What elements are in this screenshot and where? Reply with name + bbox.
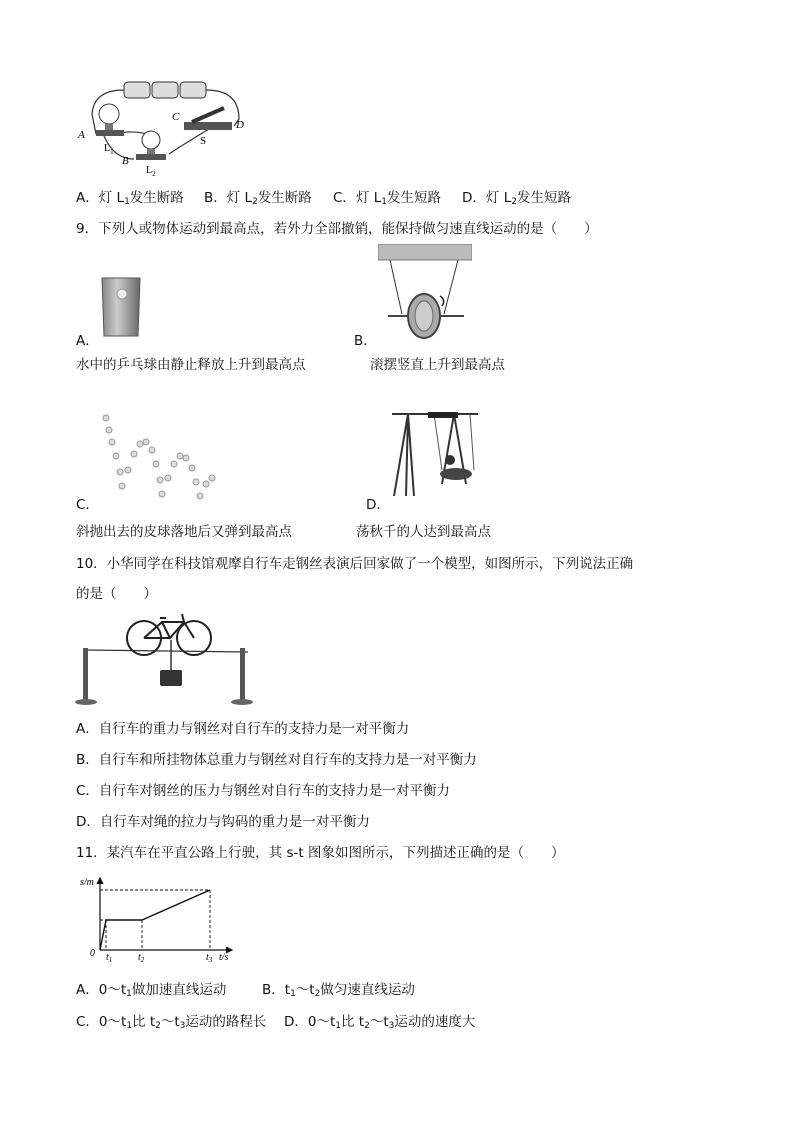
tick-t3: $t_3$ <box>206 952 213 962</box>
label-l2: $L_2$ <box>146 165 156 178</box>
circuit-figure <box>74 74 254 179</box>
q10-option-c: C．自行车对钢丝的压力与钢丝对自行车的支持力是一对平衡力 <box>76 783 450 799</box>
q11-option-d: D．$0\sim t_1$比 $t_2\sim t_3$运动的速度大 <box>284 1014 476 1031</box>
bicycle-wire-figure <box>74 608 254 706</box>
q11-option-b: B．$t_1\sim t_2$做匀速直线运动 <box>262 982 415 999</box>
q8-option-c: C．灯 $L_1$发生短路 <box>333 190 441 207</box>
q11-option-a: A．$0\sim t_1$做加速直线运动 <box>76 982 227 999</box>
q10-stem-line1: 10．小华同学在科技馆观摩自行车走钢丝表演后回家做了一个模型，如图所示，下列说法正确 <box>76 556 634 572</box>
q10-stem-line2: 的是（ ） <box>76 586 157 602</box>
q8-option-a: A．灯 $L_1$发生断路 <box>76 190 184 207</box>
st-graph <box>80 872 240 962</box>
q8-option-b: B．灯 $L_2$发生断路 <box>204 190 312 207</box>
q8-option-d: D．灯 $L_2$发生短路 <box>462 190 571 207</box>
bouncing-ball-figure <box>100 414 218 504</box>
st-line <box>100 890 210 950</box>
q9-option-a-letter: A． <box>76 333 99 349</box>
label-c: C <box>172 111 180 123</box>
label-l1: $L_1$ <box>104 143 114 156</box>
q11-option-c: C．$0\sim t_1$比 $t_2\sim t_3$运动的路程长 <box>76 1014 267 1031</box>
tick-t1: $t_1$ <box>106 952 113 962</box>
bulb-l2 <box>136 131 166 160</box>
battery-cells <box>124 82 206 98</box>
q9-option-c-letter: C． <box>76 497 99 513</box>
label-b: B <box>122 155 129 167</box>
q9-option-d-caption: 荡秋千的人达到最高点 <box>356 524 491 540</box>
q10-option-a: A．自行车的重力与钢丝对自行车的支持力是一对平衡力 <box>76 721 410 737</box>
q10-option-b: B．自行车和所挂物体总重力与钢丝对自行车的支持力是一对平衡力 <box>76 752 477 768</box>
label-a: A <box>78 129 85 141</box>
y-axis-label: s/m <box>80 877 94 888</box>
q9-option-b-letter: B． <box>354 333 377 349</box>
swing-figure <box>384 408 484 500</box>
q9-option-d-letter: D． <box>366 497 390 513</box>
switch-s <box>184 108 232 130</box>
beaker-figure <box>98 276 144 338</box>
q11-stem: 11．某汽车在平直公路上行驶，其 s-t 图象如图所示，下列描述正确的是（ ） <box>76 845 565 861</box>
label-s: S <box>200 135 207 147</box>
origin-label: 0 <box>90 948 95 959</box>
label-d: D <box>236 119 244 131</box>
q9-option-b-caption: 滚摆竖直上升到最高点 <box>370 357 505 373</box>
q9-option-c-caption: 斜抛出去的皮球落地后又弹到最高点 <box>76 524 292 540</box>
maxwell-wheel-figure <box>378 244 472 342</box>
tick-t2: $t_2$ <box>138 952 145 962</box>
x-axis-label: t/s <box>219 952 229 962</box>
q9-option-a-caption: 水中的乒乓球由静止释放上升到最高点 <box>76 357 306 373</box>
q9-stem: 9．下列人或物体运动到最高点，若外力全部撤销，能保持做匀速直线运动的是（ ） <box>76 221 598 237</box>
q10-option-d: D．自行车对绳的拉力与钩码的重力是一对平衡力 <box>76 814 370 830</box>
bulb-l1 <box>96 104 124 136</box>
